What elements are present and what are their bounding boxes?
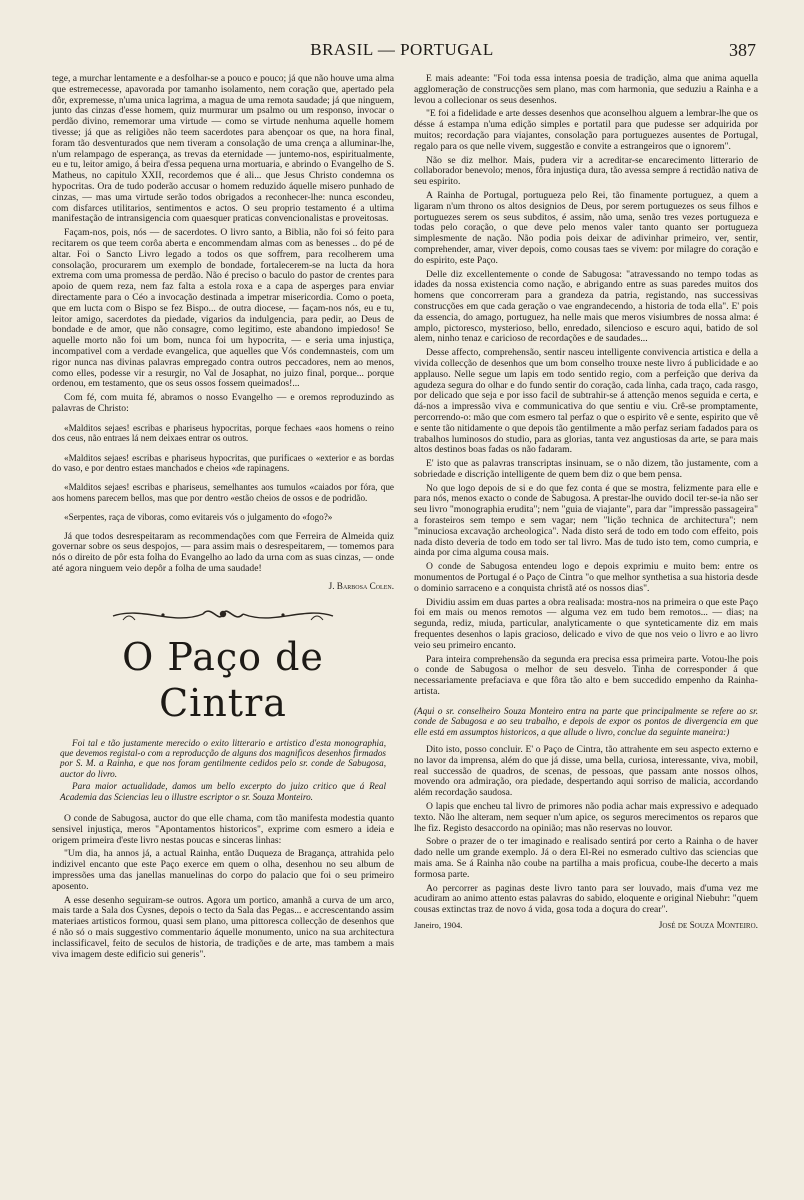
- quote-line: «Malditos sejaes! escribas e phariseus, semelhantes aos tumulos «caiados por fóra, que aos homens parecem bellos, mas que por dentro «estão cheios de ossos e de podridão.: [52, 482, 394, 503]
- paragraph: "E foi a fidelidade e arte desses desenhos que aconselhou alguem a lembrar-lhe que os désse á estampa n'uma edição simples e portatil para que pudesse ser adquirida por muitos; recordação para viajantes, consolação para portuguezes ausentes de Portugal, regalo para os que nelle vivem, suggestão e convite a estrangeiros que o ignorem".: [414, 108, 758, 152]
- editorial-note: (Aqui o sr. conselheiro Souza Monteiro entra na parte que principalmente se refere ao sr. conde de Sabugosa e ao seu trabalho, e depois de expor os pontos de divergencia em que elle está em assumptos historicos, a que allude o livro, conclue da seguinte maneira:): [414, 705, 758, 737]
- author-signature: J. Barbosa Colen.: [328, 580, 394, 591]
- paragraph: E' isto que as palavras transcriptas insinuam, se o não dizem, tão justamente, com a sobriedade e discrição intelligente de quem bem diz o que bem pensa.: [414, 458, 758, 480]
- paragraph: Delle diz excellentemente o conde de Sabugosa: "atravessando no tempo todas as idades da nossa existencia como nação, e abrigando entre as suas paredes muitos dos homens que concorreram para a grandeza da patria, registando, nas successivas construcções em que cada geração o vae engrandecendo, a historia de toda ella". E' pois da essencia, do amago, portuguez, ha nelle mais que meros visiumbres de nossa alma: é amplo, pictoresco, mysterioso, bello, enredado, silencioso e escuro aqui, batido de sol alem, ninho tenaz e caricioso de recordações e de saudades...: [414, 268, 758, 345]
- intro-line: Foi tal e tão justamente merecido o exito litterario e artistico d'esta monographia, que devemos registal-o com a reproducção de alguns dos magnificos desenhos firmados por S. M. a Rainha, e que nos foram gentilmente cedidos pelo sr. conde de Sabugosa, auctor do livro.: [60, 737, 386, 779]
- running-title: BRASIL — PORTUGAL: [310, 40, 494, 59]
- paragraph: Já que todos desrespeitaram as recommendações com que Ferreira de Almeida quiz governar sobre os seus despojos, — para assim mais o desrespeitarem, — tomemos para nós o direito de pôr esta folha do Evangelho ao lado da urna com as suas cinzas, — onde até agora ninguem veio depôr a folha de uma saudade!: [52, 530, 394, 574]
- paragraph: Para inteira comprehensão da segunda era precisa essa primeira parte. Votou-lhe pois o conde de Sabugosa o melhor de seu desvelo. Tinha de corresponder á que necessariamente prefaciava e que fôra tão alto e bem succedido empenho da Rainha-artista.: [414, 653, 758, 698]
- paragraph: Sobre o prazer de o ter imaginado e realisado sentirá por certo a Rainha o de haver dado nelle um grande exemplo. Já o dera El-Rei no esmerado cultivo das sciencias que mais ama. Se á Rainha não coube na partilha a mais proficua, coube-lhe decerto a mais formosa parte.: [414, 836, 758, 880]
- dateline: Janeiro, 1904.: [414, 920, 463, 930]
- paragraph: No que logo depois de si e do que fez conta é que se mostra, felizmente para elle e para nós, menos exacto o conde de Sabugosa. A prestar-lhe ouvido docil ter-se-ia não ser seu livro "monographia erudita"; nem "guia de viajante", para dar "impressão passageira" a forasteiros sem tempo e sem vagar; nem "lição technica de architectura"; nem "minuciosa excavação archeologica". Nada disto será de todo em todo com effeito, pois nada disto deveria de todo em todo ser tal livro. Mas de tudo isto tem, como cumpria, e ainda por cima alguma cousa mais.: [414, 482, 758, 559]
- paragraph: A Rainha de Portugal, portugueza pelo Rei, tão finamente portuguez, a quem a ligaram n'um throno os altos designios de Deus, por serem portuguezes os seus filhos e portuguezes serem os seus subditos, é assim, não uma, senão tres vezes portugueza e todas pelo coração, o que deve pelo menos valer tanto quanto ser portugueza simplesmente de nação. Não podia pois deixar de adivinhar primeiro, ver, sentir, comprehender, amar, viver depois, como cousas taes se vivem: por milagre do coração e do espirito, este Paço.: [414, 189, 758, 266]
- paragraph: Desse affecto, comprehensão, sentir nasceu intelligente convivencia artistica e della a vivida collecção de desenhos que um bom conselho trouxe neste livro á publicidade e ao applauso. Nelle segue um lapis em todo sentido regio, com a perfeição que deriva da agudeza segura do olhar e do fundo sentir do coração, cada linha, cada traço, cada rasgo, por delicado que seja e por isso facil de subtrahir-se á attenção menos seguida e certa, e dá-nos a impressão viva e communicativa do que sentiu e viu. Crê-se promptamente, percorrendo-o: mão que com esmero tal perfaz o que o espirito vê e sente, espirito que vê e sente tão nitidamente o que depois tão gentilmente a mão perfaz seriam fadados para os trabalhos luminosos do studio, para as glorias, tanta vez angustiosas da arte, se para mais altos destinos boas fadas os não fadaram.: [414, 347, 758, 456]
- paragraph: Façam-nos, pois, nós — de sacerdotes. O livro santo, a Biblia, não foi só feito para recitarem os que teem corôa aberta e encommendam almas com as benesses .. do pé de altar. Foi o Sancto Livro legado a todos os que soffrem, para recolherem uma consolação, procurarem um exemplo de bondade, fortalecerem-se na lucta da hora extrema com uma promessa de perdão. Não é preciso o baculo do pastor de crentes para apoio de quem reza, nem faz falta a estola roxa e a capa de asperges para enviar directamente para o Céo a invocação destinada a impetrar misericordia. Como o poeta, que em lucta com o Bispo se fez Bispo... de outra diocese, — façam-nos nós, eu e tu, leitor amigo, sacerdotes da piedade, vigarios da indulgencia, para pedir, ao Deus de bondade e de amor, que não consagre, como legitimo, este abandono impiedoso! Se aquelle morto não foi um bom, nunca foi um hypocrita, — e seria uma injustiça, incompativel com a verdade evangelica, que aquelles que Vós condemnasteis, com um rigor nunca nas divinas palavras empregado contra outros peccadores, nem ao menos, como elles, podesse vir a resurgir, no Val de Josaphat, no juizo final, porque... porque ordenou, em testamento, que os seus ossos fossem queimados!...: [52, 227, 394, 390]
- paragraph: A esse desenho seguiram-se outros. Agora um portico, amanhã a curva de um arco, mais tarde a Sala dos Cysnes, depois o tecto da Sala das Pegas... e accrescentando assim materiaes artisticos formou, quasi sem plano, uma pittoresca collecção de desenhos que é não só o mais suggestivo commentario áquelle monumento, unico na sua architectura inclassificavel, feito de seculos de historia, de tradições e de arte, mas tambem a mais viva imagem deste edificio sui generis".: [52, 894, 394, 960]
- paragraph: Dividiu assim em duas partes a obra realisada: mostra-nos na primeira o que este Paço foi em mais ou menos remotos — alguma vez em tudo bem remotos... — dias; na segunda, rediz, miuda, particular, analyticamente o que synteticamente diz em mais frequentes desenhos o lapis gracioso, delicado e vivo de que nos veio o livro e ao livro veio seu primeiro encanto.: [414, 596, 758, 651]
- quote-line: «Malditos sejaes! escribas e phariseus hypocritas, porque fechaes «aos homens o reino dos ceus, não entraes lá nem deixaes entrar os outros.: [52, 422, 394, 444]
- page-number: 387: [729, 40, 756, 60]
- quote-line: «Serpentes, raça de viboras, como evitareis vós o julgamento do «fogo?»: [64, 512, 333, 523]
- author-signature: José de Souza Monteiro.: [658, 920, 758, 931]
- ornament-divider-icon: [103, 602, 343, 628]
- paragraph: Ao percorrer as paginas deste livro tanto para ser louvado, mais d'uma vez me acudiram ao animo attento estas palavras do sabido, eloquente e original Niebuhr: "quem cousas extinctas traz de novo á vida, gosa toda a doçura do crear".: [414, 882, 758, 916]
- paragraph: O conde de Sabugosa entendeu logo e depois exprimiu e muito bem: entre os monumentos de Portugal é o Paço de Cintra "o que melhor synthetisa a sua historia desde o dominio sarraceno e a conquista christã até os nossos dias".: [414, 561, 758, 594]
- page-header: [0, 38, 804, 62]
- paragraph: Dito isto, posso concluir. E' o Paço de Cintra, tão attrahente em seu aspecto externo e no lavor da imprensa, além do que já disse, uma bella, curiosa, interessante, viva, mobil, real successão de quadros, de scenas, de pessoas, que passam ante nossos olhos, movendo ora admiração, ora piedade, despertando aqui sorriso de malicia, accordando além recordação saudosa.: [414, 744, 758, 799]
- quote-line: «Malditos sejaes! escribas e phariseus hypocritas, que purificaes o «exterior e as bordas do vaso, e por dentro estaes manchados e cheios «de rapinagens.: [52, 452, 394, 473]
- left-column: [52, 74, 394, 1174]
- right-column: [414, 74, 758, 1174]
- paragraph: "Um dia, ha annos já, a actual Rainha, então Duqueza de Bragança, attrahida pelo indizivel encanto que este Paço exerce em quem o olha, desenhou no seu album de impressões uma das janellas manuelinas do corpo do palacio que foi o seu primeiro aposento.: [52, 848, 394, 892]
- paragraph: tege, a murchar lentamente e a desfolhar-se a pouco e pouco; já que não houve uma alma que estremecesse, apavorada por tamanho isolamento, nem coração que, apertado pela dôr, expremesse, n'uma unica lagrima, a magua de uma remota saudade; já que ninguem, junto das cinzas d'esse homem, quiz murmurar um psalmo ou um responso, invocar o perdão divino, rememorar uma virtude — como se virtude nenhuma aquelle homem tivesse; já que as religiões não teem sacerdotes para abençoar os que, na hora final, foram tão desventurados que nem tiveram a consolação de uma crença a alluminar-lhe, n'um relampago de esperança, as trevas da eternidade — juntemo-nos, espiritualmente, eu e tu, leitor amigo, á beira d'essa pequena urna mortuaria, e abrindo o Evangelho de S. Matheus, no capitulo XXII, recordemos que é ali... que Jesus Christo condemna os hypocritas. Ora de tudo poderão accusar o homem reduzido áquelle misero punhado de cinzas, — mas uma virtude serão todos obrigados a reconhecer-lhe: nunca escondeu, com disfarces utilitarios, sentimentos e actos. O seu proprio testamento é a ultima manifestação de intransigencia com quaesquer praticas convencionalistas e proveitosas.: [52, 74, 394, 225]
- paragraph: E mais adeante: "Foi toda essa intensa poesia de tradição, alma que anima aquella agglomeração de construcções sem plano, mas com harmonia, que seduziu a Rainha e a levou a collecionar os seus desenhos.: [414, 74, 758, 106]
- paragraph: O lapis que encheu tal livro de primores não podia achar mais expressivo e adequado texto. Não lhe alteram, nem sequer n'um apice, os seguros merecimentos os reparos que lhe fiz. Registo desaccordo na opinião; mas não reservas no louvor.: [414, 801, 758, 834]
- editorial-intro: [60, 738, 386, 802]
- intro-line: Para maior actualidade, damos um bello excerpto do juizo critico que á Real Academia das Sciencias leu o illustre escriptor o sr. Souza Monteiro.: [60, 781, 386, 802]
- paragraph: Com fé, com muita fé, abramos o nosso Evangelho — e oremos reproduzindo as palavras de Christo:: [52, 392, 394, 414]
- paragraph: O conde de Sabugosa, auctor do que elle chama, com tão manifesta modestia quanto sensivel injustiça, meros "Apontamentos historicos", exprime com esmero a ideia e origem primeira d'este livro nestas poucas e sinceras linhas:: [52, 812, 394, 846]
- gospel-quotation: [52, 423, 394, 523]
- article-title: O Paço de Cintra: [122, 634, 324, 725]
- paragraph: Não se diz melhor. Mais, pudera vir a acreditar-se encarecimento litterario de collaborador benevolo; menos, fôra injustiça dura, tão avessa sempre á rectidão nativa de seu espirito.: [414, 154, 758, 188]
